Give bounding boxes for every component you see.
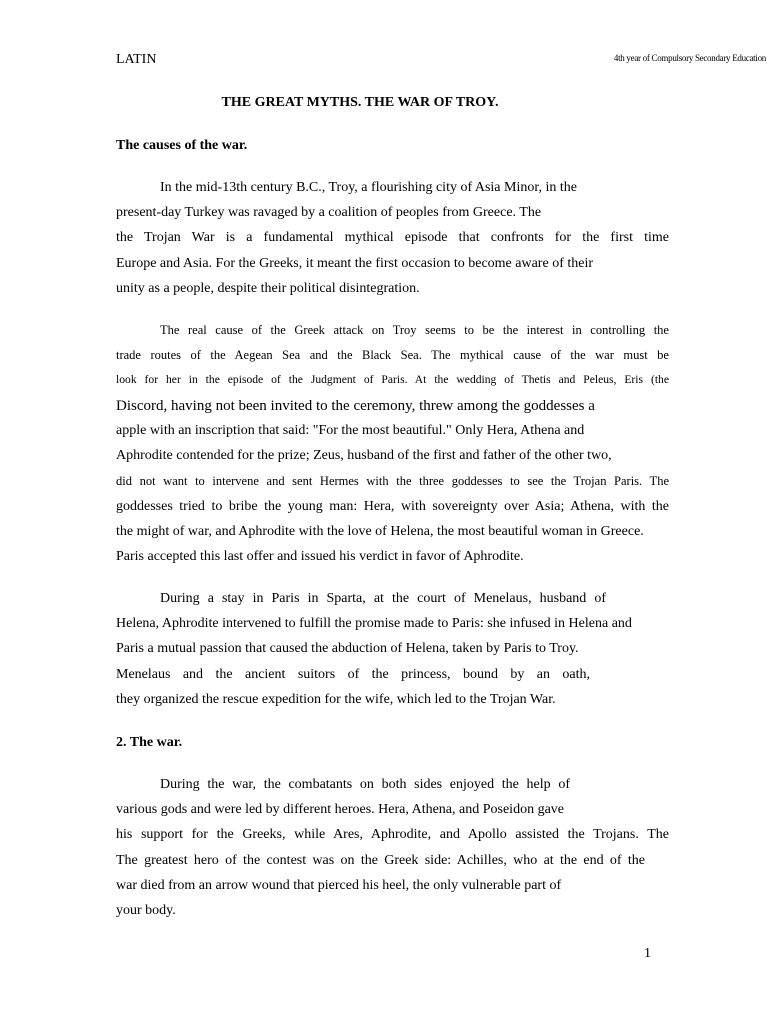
paragraph-line: present-day Turkey was ravaged by a coalition of peoples from Greece. The [116,205,542,220]
paragraph-line: Paris a mutual passion that caused the abduction of Helena, taken by Paris to Troy. [116,641,579,656]
section-heading-causes: The causes of the war. [116,138,248,153]
paragraph-line: In the mid-13th century B.C., Troy, a flourishing city of Asia Minor, in the [160,180,577,195]
paragraph-line: Paris accepted this last offer and issued his verdict in favor of Aphrodite. [116,549,524,564]
paragraph-line: war died from an arrow wound that pierced his heel, the only vulnerable part of [116,878,562,893]
paragraph-line: his support for the Greeks, while Ares, Aphrodite, and Apollo assisted the Trojans. The [116,827,669,842]
section-heading-war: 2. The war. [116,735,183,750]
paragraph-line: During a stay in Paris in Sparta, at the court of Menelaus, husband of [160,591,606,606]
page-number: 1 [644,946,651,961]
paragraph-line: the might of war, and Aphrodite with the love of Helena, the most beautiful woman in Greece. [116,524,644,539]
paragraph-line: The greatest hero of the contest was on the Greek side: Achilles, who at the end of the [116,853,645,868]
paragraph-line: look for her in the episode of the Judgment of Paris. At the wedding of Thetis and Peleus, Eris (the [116,373,669,386]
paragraph-line: Menelaus and the ancient suitors of the princess, bound by an oath, [116,667,590,682]
paragraph-line: unity as a people, despite their political disintegration. [116,281,420,296]
paragraph-line: apple with an inscription that said: "For the most beautiful." Only Hera, Athena and [116,423,585,438]
paragraph-line: did not want to intervene and sent Hermes with the three goddesses to see the Trojan Paris. The [116,474,669,488]
document-title [0,95,720,111]
header-subject: LATIN [116,52,157,67]
paragraph-line: goddesses tried to bribe the young man: Hera, with sovereignty over Asia; Athena, with the [116,499,669,514]
paragraph-line: they organized the rescue expedition for the wife, which led to the Trojan War. [116,692,556,707]
paragraph-line: The real cause of the Greek attack on Troy seems to be the interest in controlling the [160,323,669,337]
header-course: 4th year of Compulsory Secondary Education [613,53,766,63]
paragraph-line: Aphrodite contended for the prize; Zeus, husband of the first and father of the other two, [116,448,612,463]
paragraph-line: the Trojan War is a fundamental mythical episode that confronts for the first time [116,230,669,245]
paragraph-line: trade routes of the Aegean Sea and the Black Sea. The mythical cause of the war must be [116,348,669,362]
paragraph-line: Discord, having not been invited to the ceremony, threw among the goddesses a [116,398,595,414]
title-text: THE GREAT MYTHS. THE WAR OF TROY. [221,95,499,110]
paragraph-line: various gods and were led by different heroes. Hera, Athena, and Poseidon gave [116,802,564,817]
paragraph-line: your body. [116,903,176,918]
paragraph-line: Helena, Aphrodite intervened to fulfill the promise made to Paris: she infused in Helena and [116,616,632,631]
paragraph-line: During the war, the combatants on both sides enjoyed the help of [160,777,570,792]
paragraph-line: Europe and Asia. For the Greeks, it meant the first occasion to become aware of their [116,256,594,271]
